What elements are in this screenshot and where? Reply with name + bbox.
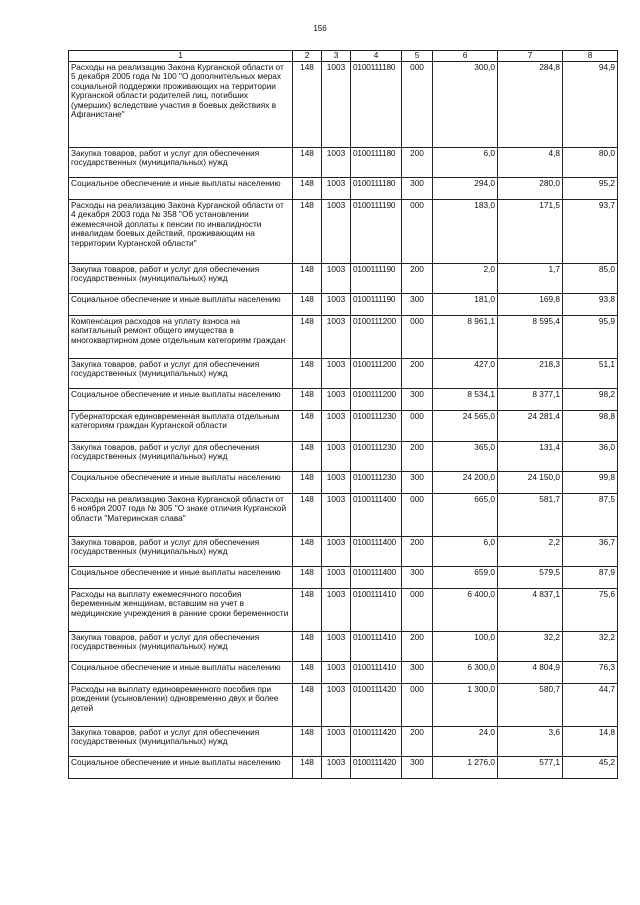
executed-amount-cell: 579,5 [498,567,563,589]
planned-amount-cell: 100,0 [433,632,498,662]
item-name-cell: Закупка товаров, работ и услуг для обеспечения государственных (муниципальных) нужд [69,264,293,294]
execution-percent-cell: 95,9 [563,316,618,359]
executed-amount-cell: 8 377,1 [498,389,563,411]
item-name-cell: Губернаторская единовременная выплата отдельным категориям граждан Курганской области [69,411,293,442]
header-row [69,51,618,62]
executed-amount-cell: 8 595,4 [498,316,563,359]
expense-type-cell: 300 [402,567,433,589]
executed-amount-cell: 32,2 [498,632,563,662]
table-row [69,62,618,148]
expense-type-cell: 300 [402,178,433,200]
admin-code-cell: 148 [293,589,322,632]
item-name-cell: Расходы на выплату ежемесячного пособия беременным женщинам, вставшим на учет в медицинские учреждения в ранние сроки беременности [69,589,293,632]
table-row [69,359,618,389]
target-article-cell: 0100111190 [351,264,402,294]
item-name-cell: Закупка товаров, работ и услуг для обеспечения государственных (муниципальных) нужд [69,632,293,662]
admin-code-cell: 148 [293,757,322,779]
executed-amount-cell: 24 281,4 [498,411,563,442]
planned-amount-cell: 6 400,0 [433,589,498,632]
target-article-cell: 0100111180 [351,178,402,200]
planned-amount-cell: 427,0 [433,359,498,389]
expense-type-cell: 200 [402,727,433,757]
planned-amount-cell: 8 534,1 [433,389,498,411]
target-article-cell: 0100111180 [351,62,402,148]
expense-type-cell: 200 [402,537,433,567]
executed-amount-cell: 1,7 [498,264,563,294]
section-code-cell: 1003 [322,632,351,662]
target-article-cell: 0100111410 [351,662,402,684]
executed-amount-cell: 3,6 [498,727,563,757]
expense-type-cell: 300 [402,757,433,779]
item-name-cell: Социальное обеспечение и иные выплаты населению [69,294,293,316]
table-body [69,62,618,779]
table-row [69,662,618,684]
planned-amount-cell: 24 565,0 [433,411,498,442]
planned-amount-cell: 6 300,0 [433,662,498,684]
expense-type-cell: 200 [402,359,433,389]
execution-percent-cell: 36,7 [563,537,618,567]
section-code-cell: 1003 [322,537,351,567]
executed-amount-cell: 2,2 [498,537,563,567]
executed-amount-cell: 4 837,1 [498,589,563,632]
item-name-cell: Социальное обеспечение и иные выплаты населению [69,757,293,779]
table-row [69,684,618,727]
target-article-cell: 0100111420 [351,757,402,779]
target-article-cell: 0100111410 [351,632,402,662]
item-name-cell: Закупка товаров, работ и услуг для обеспечения государственных (муниципальных) нужд [69,442,293,472]
executed-amount-cell: 131,4 [498,442,563,472]
planned-amount-cell: 24 200,0 [433,472,498,494]
execution-percent-cell: 87,9 [563,567,618,589]
expense-type-cell: 000 [402,316,433,359]
execution-percent-cell: 75,6 [563,589,618,632]
table-row [69,178,618,200]
executed-amount-cell: 284,8 [498,62,563,148]
execution-percent-cell: 36,0 [563,442,618,472]
section-code-cell: 1003 [322,589,351,632]
table-row [69,200,618,264]
executed-amount-cell: 218,3 [498,359,563,389]
planned-amount-cell: 24,0 [433,727,498,757]
execution-percent-cell: 85,0 [563,264,618,294]
table-row [69,148,618,178]
planned-amount-cell: 1 300,0 [433,684,498,727]
section-code-cell: 1003 [322,442,351,472]
expense-type-cell: 200 [402,632,433,662]
planned-amount-cell: 181,0 [433,294,498,316]
admin-code-cell: 148 [293,727,322,757]
expense-type-cell: 300 [402,389,433,411]
table-row [69,537,618,567]
target-article-cell: 0100111420 [351,684,402,727]
admin-code-cell: 148 [293,632,322,662]
planned-amount-cell: 2,0 [433,264,498,294]
executed-amount-cell: 581,7 [498,494,563,537]
section-code-cell: 1003 [322,264,351,294]
execution-percent-cell: 51,1 [563,359,618,389]
planned-amount-cell: 183,0 [433,200,498,264]
table-row [69,264,618,294]
executed-amount-cell: 580,7 [498,684,563,727]
target-article-cell: 0100111200 [351,359,402,389]
table-row [69,472,618,494]
execution-percent-cell: 99,8 [563,472,618,494]
execution-percent-cell: 95,2 [563,178,618,200]
executed-amount-cell: 4 804,9 [498,662,563,684]
table-row [69,632,618,662]
column-header-8: 8 [563,51,618,62]
section-code-cell: 1003 [322,148,351,178]
expense-type-cell: 000 [402,411,433,442]
section-code-cell: 1003 [322,727,351,757]
admin-code-cell: 148 [293,178,322,200]
table-row [69,589,618,632]
planned-amount-cell: 294,0 [433,178,498,200]
item-name-cell: Расходы на реализацию Закона Курганской области от 4 декабря 2003 года № 358 "Об установлении ежемесячной доплаты к пенсии по инвалидности инвалидам боевых действий, проживающим на территории Курганской области" [69,200,293,264]
table-row [69,494,618,537]
table-row [69,411,618,442]
execution-percent-cell: 44,7 [563,684,618,727]
section-code-cell: 1003 [322,472,351,494]
expense-type-cell: 200 [402,442,433,472]
item-name-cell: Социальное обеспечение и иные выплаты населению [69,178,293,200]
column-header-2: 2 [293,51,322,62]
admin-code-cell: 148 [293,662,322,684]
target-article-cell: 0100111200 [351,389,402,411]
table-row [69,442,618,472]
section-code-cell: 1003 [322,178,351,200]
planned-amount-cell: 6,0 [433,537,498,567]
item-name-cell: Расходы на выплату единовременного пособия при рождении (усыновлении) одновременно двух и более детей [69,684,293,727]
section-code-cell: 1003 [322,200,351,264]
executed-amount-cell: 171,5 [498,200,563,264]
executed-amount-cell: 280,0 [498,178,563,200]
target-article-cell: 0100111400 [351,494,402,537]
expense-type-cell: 000 [402,589,433,632]
table-row [69,294,618,316]
execution-percent-cell: 94,9 [563,62,618,148]
planned-amount-cell: 6,0 [433,148,498,178]
target-article-cell: 0100111400 [351,537,402,567]
item-name-cell: Социальное обеспечение и иные выплаты населению [69,389,293,411]
section-code-cell: 1003 [322,411,351,442]
executed-amount-cell: 577,1 [498,757,563,779]
expense-type-cell: 000 [402,200,433,264]
admin-code-cell: 148 [293,472,322,494]
table-row [69,727,618,757]
admin-code-cell: 148 [293,411,322,442]
item-name-cell: Закупка товаров, работ и услуг для обеспечения государственных (муниципальных) нужд [69,537,293,567]
page-number: 156 [313,24,327,33]
execution-percent-cell: 32,2 [563,632,618,662]
planned-amount-cell: 365,0 [433,442,498,472]
execution-percent-cell: 14,8 [563,727,618,757]
admin-code-cell: 148 [293,264,322,294]
table-row [69,567,618,589]
section-code-cell: 1003 [322,684,351,727]
table-row [69,757,618,779]
column-header-3: 3 [322,51,351,62]
item-name-cell: Закупка товаров, работ и услуг для обеспечения государственных (муниципальных) нужд [69,148,293,178]
execution-percent-cell: 76,3 [563,662,618,684]
expense-type-cell: 200 [402,264,433,294]
admin-code-cell: 148 [293,62,322,148]
section-code-cell: 1003 [322,359,351,389]
section-code-cell: 1003 [322,316,351,359]
expense-type-cell: 300 [402,294,433,316]
column-header-1: 1 [69,51,293,62]
item-name-cell: Социальное обеспечение и иные выплаты населению [69,567,293,589]
target-article-cell: 0100111410 [351,589,402,632]
item-name-cell: Компенсация расходов на уплату взноса на капитальный ремонт общего имущества в многоквартирном доме отдельным категориям граждан [69,316,293,359]
planned-amount-cell: 8 961,1 [433,316,498,359]
admin-code-cell: 148 [293,442,322,472]
execution-percent-cell: 93,7 [563,200,618,264]
column-header-6: 6 [433,51,498,62]
executed-amount-cell: 4,8 [498,148,563,178]
expense-type-cell: 200 [402,148,433,178]
execution-percent-cell: 87,5 [563,494,618,537]
item-name-cell: Расходы на реализацию Закона Курганской области от 6 ноября 2007 года № 305 "О знаке отличия Курганской области "Материнская слава" [69,494,293,537]
admin-code-cell: 148 [293,359,322,389]
table-row [69,316,618,359]
item-name-cell: Закупка товаров, работ и услуг для обеспечения государственных (муниципальных) нужд [69,727,293,757]
section-code-cell: 1003 [322,662,351,684]
target-article-cell: 0100111420 [351,727,402,757]
item-name-cell: Социальное обеспечение и иные выплаты населению [69,662,293,684]
execution-percent-cell: 98,8 [563,411,618,442]
executed-amount-cell: 169,8 [498,294,563,316]
execution-percent-cell: 98,2 [563,389,618,411]
section-code-cell: 1003 [322,494,351,537]
admin-code-cell: 148 [293,389,322,411]
target-article-cell: 0100111200 [351,316,402,359]
target-article-cell: 0100111230 [351,411,402,442]
planned-amount-cell: 300,0 [433,62,498,148]
section-code-cell: 1003 [322,62,351,148]
target-article-cell: 0100111190 [351,200,402,264]
budget-table [68,50,618,779]
admin-code-cell: 148 [293,494,322,537]
target-article-cell: 0100111180 [351,148,402,178]
planned-amount-cell: 665,0 [433,494,498,537]
admin-code-cell: 148 [293,316,322,359]
column-header-7: 7 [498,51,563,62]
expense-type-cell: 300 [402,472,433,494]
section-code-cell: 1003 [322,294,351,316]
expense-type-cell: 000 [402,494,433,537]
column-header-5: 5 [402,51,433,62]
expense-type-cell: 000 [402,62,433,148]
item-name-cell: Закупка товаров, работ и услуг для обеспечения государственных (муниципальных) нужд [69,359,293,389]
target-article-cell: 0100111400 [351,567,402,589]
item-name-cell: Расходы на реализацию Закона Курганской области от 5 декабря 2005 года № 100 "О дополнительных мерах социальной поддержки проживающих на территории Курганской области родителей лиц, погибших (умерших) вследствие участия в боевых действиях в Афганистане" [69,62,293,148]
admin-code-cell: 148 [293,537,322,567]
execution-percent-cell: 45,2 [563,757,618,779]
expense-type-cell: 300 [402,662,433,684]
section-code-cell: 1003 [322,567,351,589]
execution-percent-cell: 80,0 [563,148,618,178]
section-code-cell: 1003 [322,389,351,411]
execution-percent-cell: 93,8 [563,294,618,316]
planned-amount-cell: 1 276,0 [433,757,498,779]
planned-amount-cell: 659,0 [433,567,498,589]
admin-code-cell: 148 [293,200,322,264]
executed-amount-cell: 24 150,0 [498,472,563,494]
expense-type-cell: 000 [402,684,433,727]
admin-code-cell: 148 [293,684,322,727]
admin-code-cell: 148 [293,148,322,178]
target-article-cell: 0100111190 [351,294,402,316]
admin-code-cell: 148 [293,294,322,316]
admin-code-cell: 148 [293,567,322,589]
target-article-cell: 0100111230 [351,442,402,472]
table-row [69,389,618,411]
item-name-cell: Социальное обеспечение и иные выплаты населению [69,472,293,494]
target-article-cell: 0100111230 [351,472,402,494]
column-header-4: 4 [351,51,402,62]
section-code-cell: 1003 [322,757,351,779]
